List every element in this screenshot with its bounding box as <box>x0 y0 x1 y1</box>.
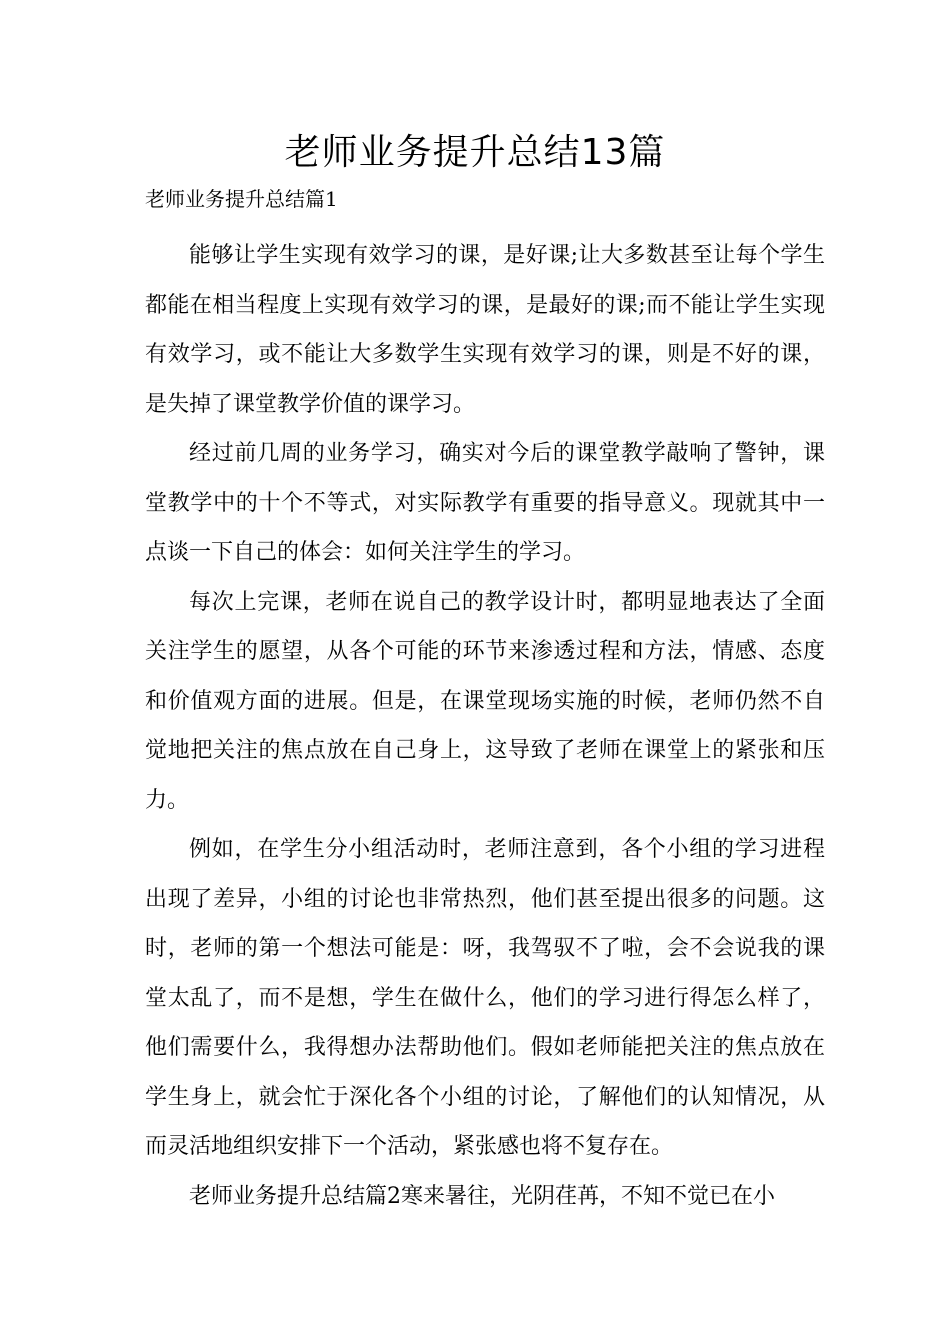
paragraph-4: 例如，在学生分小组活动时，老师注意到，各个小组的学习进程出现了差异，小组的讨论也非常热烈，他们甚至提出很多的问题。这时，老师的第一个想法可能是：呀，我驾驭不了啦，会不会说我的课堂太乱了，而不是想，学生在做什么，他们的学习进行得怎么样了，他们需要什么，我得想办法帮助他们。假如老师能把关注的焦点放在学生身上，就会忙于深化各个小组的讨论，了解他们的认知情况，从而灵活地组织安排下一个活动，紧张感也将不复存在。 <box>145 837 825 1159</box>
paragraph-2: 经过前几周的业务学习，确实对今后的课堂教学敲响了警钟，课堂教学中的十个不等式，对实际教学有重要的指导意义。现就其中一点谈一下自己的体会：如何关注学生的学习。 <box>145 441 825 565</box>
paragraph-1: 能够让学生实现有效学习的课，是好课;让大多数甚至让每个学生都能在相当程度上实现有效学习的课，是最好的课;而不能让学生实现有效学习，或不能让大多数学生实现有效学习的课，则是不好的课，是失掉了课堂教学价值的课学习。 <box>145 243 825 417</box>
paragraph-5: 老师业务提升总结篇2寒来暑往，光阴荏苒，不知不觉已在小 <box>189 1183 775 1209</box>
section-heading: 老师业务提升总结篇1 <box>145 187 338 211</box>
body-text <box>145 231 825 1221</box>
paragraph-3: 每次上完课，老师在说自己的教学设计时，都明显地表达了全面关注学生的愿望，从各个可能的环节来渗透过程和方法，情感、态度和价值观方面的进展。但是，在课堂现场实施的时候，老师仍然不自觉地把关注的焦点放在自己身上，这导致了老师在课堂上的紧张和压力。 <box>145 589 825 813</box>
document-title: 老师业务提升总结13篇 <box>284 132 666 173</box>
